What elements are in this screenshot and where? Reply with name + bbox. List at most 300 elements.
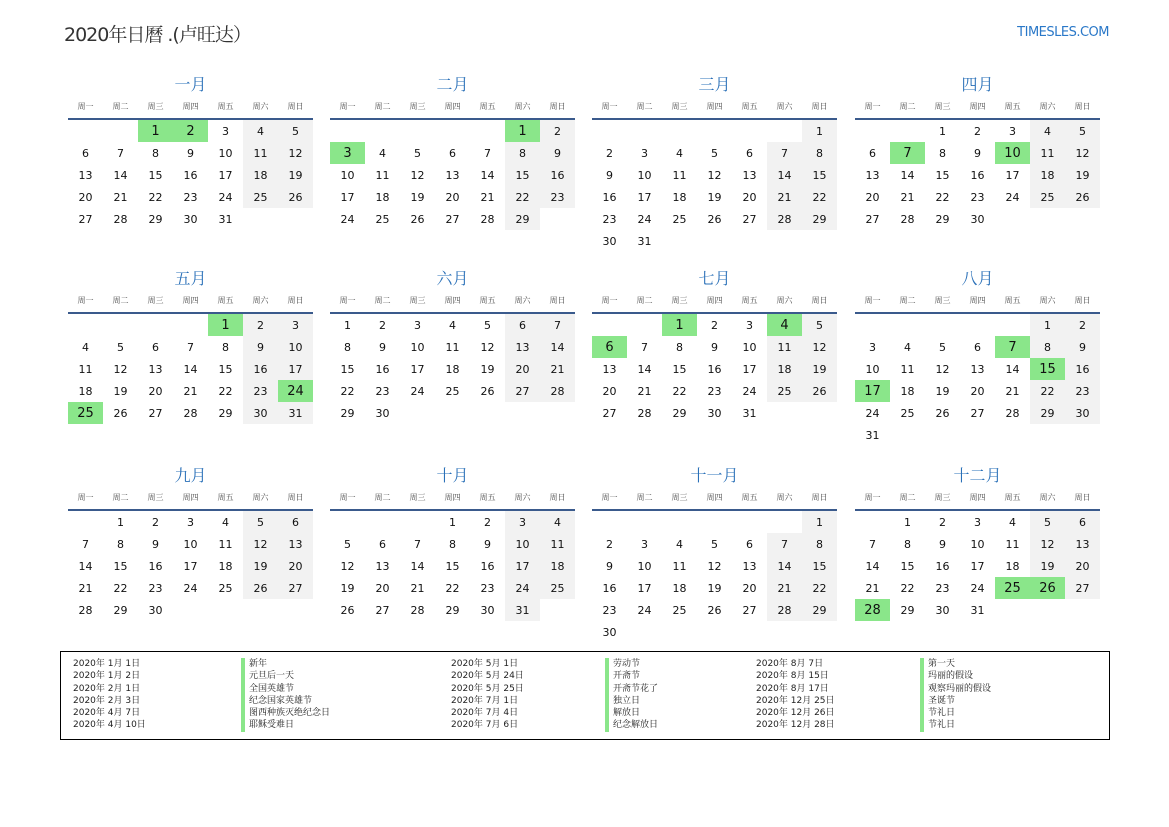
month-name: 十月 <box>436 466 469 485</box>
weekday-label: 周三 <box>671 296 688 305</box>
brand-link[interactable]: TIMESLES.COM <box>1017 25 1109 40</box>
day-cell: 1 <box>939 124 946 138</box>
day-cell: 10 <box>218 146 233 160</box>
day-cell: 7 <box>767 533 802 555</box>
weekday-label: 周三 <box>409 493 426 502</box>
day-cell: 5 <box>344 537 351 551</box>
day-cell: 26 <box>410 212 425 226</box>
holiday-date: 2020年 4月 10日 <box>73 720 146 731</box>
holiday-name: 纪念国家英雄节 <box>249 695 313 706</box>
day-cell: 14 <box>410 559 425 573</box>
empty-cell <box>855 511 890 533</box>
day-cell: 6 <box>505 314 540 336</box>
day-cell: 21 <box>78 581 93 595</box>
day-cell: 28 <box>183 406 198 420</box>
weekday-label: 周二 <box>636 296 653 305</box>
day-cell: 23 <box>1065 380 1100 402</box>
weekday-label: 周一 <box>339 493 356 502</box>
weekday-label: 周四 <box>444 493 461 502</box>
day-cell: 28 <box>900 212 915 226</box>
day-cell: 18 <box>243 164 278 186</box>
weekday-label: 周三 <box>147 102 164 111</box>
day-cell: 21 <box>865 581 880 595</box>
day-cell: 8 <box>152 146 159 160</box>
day-cell: 18 <box>1005 559 1020 573</box>
day-cell: 26 <box>935 406 950 420</box>
day-cell: 15 <box>218 362 233 376</box>
weekday-label: 周三 <box>934 493 951 502</box>
day-cell: 9 <box>939 537 946 551</box>
month-name: 三月 <box>698 75 731 94</box>
day-cell: 25 <box>672 212 687 226</box>
day-cell: 26 <box>707 212 722 226</box>
weekday-header <box>68 101 313 120</box>
month-5 <box>68 268 313 463</box>
empty-cell <box>435 120 470 142</box>
day-cell: 8 <box>1030 336 1065 358</box>
empty-cell <box>732 120 767 142</box>
day-cell: 5 <box>1030 511 1065 533</box>
day-cell: 21 <box>1005 384 1020 398</box>
day-cell: 29 <box>148 212 163 226</box>
day-cell: 16 <box>602 581 617 595</box>
day-cell: 19 <box>935 384 950 398</box>
month-9 <box>68 465 313 660</box>
day-cell: 30 <box>243 402 278 424</box>
holiday-name: 独立日 <box>613 695 641 706</box>
month-name: 六月 <box>436 269 469 288</box>
empty-cell <box>103 120 138 142</box>
weekday-label: 周六 <box>1039 296 1056 305</box>
weekday-label: 周四 <box>182 493 199 502</box>
day-cell: 22 <box>218 384 233 398</box>
day-cell: 31 <box>742 406 757 420</box>
day-cell: 30 <box>970 212 985 226</box>
day-cell: 1 <box>117 515 124 529</box>
day-cell: 31 <box>970 603 985 617</box>
weekday-label: 周五 <box>1004 296 1021 305</box>
empty-cell <box>330 120 365 142</box>
day-cell: 8 <box>904 537 911 551</box>
day-cell: 29 <box>445 603 460 617</box>
day-grid <box>68 314 313 424</box>
day-cell: 2 <box>540 120 575 142</box>
day-cell: 28 <box>78 603 93 617</box>
weekday-header <box>330 492 575 511</box>
holiday-name: 第一天 <box>928 659 956 669</box>
weekday-label: 周五 <box>479 296 496 305</box>
day-cell: 2 <box>152 515 159 529</box>
day-cell: 25 <box>243 186 278 208</box>
weekday-label: 周四 <box>706 493 723 502</box>
day-cell: 13 <box>865 168 880 182</box>
day-cell: 23 <box>148 581 163 595</box>
month-3 <box>592 74 837 269</box>
holiday-day-cell: 26 <box>1030 577 1065 599</box>
day-cell: 17 <box>183 559 198 573</box>
day-cell: 19 <box>1065 164 1100 186</box>
month-11 <box>592 465 837 660</box>
day-cell: 31 <box>505 599 540 621</box>
month-4 <box>855 74 1100 269</box>
empty-cell <box>68 314 103 336</box>
day-cell: 23 <box>540 186 575 208</box>
day-cell: 12 <box>410 168 425 182</box>
weekday-header <box>592 295 837 314</box>
empty-cell <box>697 511 732 533</box>
day-cell: 5 <box>711 537 718 551</box>
holiday-date: 2020年 2月 1日 <box>73 683 141 694</box>
day-cell: 7 <box>641 340 648 354</box>
day-cell: 2 <box>379 318 386 332</box>
day-cell: 4 <box>243 120 278 142</box>
day-cell: 8 <box>802 533 837 555</box>
day-cell: 26 <box>480 384 495 398</box>
day-grid <box>330 314 575 424</box>
month-6 <box>330 268 575 463</box>
empty-cell <box>627 120 662 142</box>
day-cell: 6 <box>746 146 753 160</box>
day-cell: 8 <box>222 340 229 354</box>
weekday-label: 周六 <box>514 102 531 111</box>
day-cell: 13 <box>505 336 540 358</box>
day-cell: 31 <box>278 402 313 424</box>
day-cell: 8 <box>344 340 351 354</box>
holiday-name: 新年 <box>249 659 268 669</box>
weekday-label: 周一 <box>601 102 618 111</box>
day-cell: 15 <box>672 362 687 376</box>
weekday-label: 周六 <box>514 493 531 502</box>
day-cell: 19 <box>1030 555 1065 577</box>
day-cell: 13 <box>278 533 313 555</box>
month-name: 二月 <box>436 75 469 94</box>
day-cell: 15 <box>445 559 460 573</box>
holiday-day-cell: 7 <box>890 142 925 164</box>
weekday-label: 周六 <box>776 296 793 305</box>
weekday-header <box>330 295 575 314</box>
day-cell: 21 <box>900 190 915 204</box>
day-cell: 3 <box>222 124 229 138</box>
day-cell: 23 <box>935 581 950 595</box>
day-cell: 3 <box>1009 124 1016 138</box>
weekday-label: 周六 <box>776 493 793 502</box>
holiday-day-cell: 25 <box>995 577 1030 599</box>
day-cell: 16 <box>243 358 278 380</box>
month-1 <box>68 74 313 269</box>
day-cell: 11 <box>78 362 93 376</box>
day-grid <box>855 120 1100 230</box>
day-grid <box>68 511 313 621</box>
day-cell: 14 <box>637 362 652 376</box>
day-cell: 21 <box>183 384 198 398</box>
weekday-label: 周日 <box>549 102 566 111</box>
day-cell: 18 <box>78 384 93 398</box>
empty-cell <box>855 120 890 142</box>
day-cell: 9 <box>606 559 613 573</box>
day-cell: 24 <box>742 384 757 398</box>
weekday-label: 周五 <box>479 493 496 502</box>
day-cell: 13 <box>375 559 390 573</box>
day-cell: 30 <box>183 212 198 226</box>
holiday-day-cell: 15 <box>1030 358 1065 380</box>
weekday-label: 周五 <box>741 493 758 502</box>
holiday-name: 解放日 <box>613 708 641 719</box>
day-cell: 24 <box>218 190 233 204</box>
day-cell: 26 <box>802 380 837 402</box>
day-cell: 2 <box>974 124 981 138</box>
legend-name-column <box>605 658 658 732</box>
day-cell: 5 <box>243 511 278 533</box>
weekday-label: 周二 <box>899 493 916 502</box>
weekday-label: 周四 <box>969 493 986 502</box>
empty-cell <box>68 511 103 533</box>
holiday-name: 全国英雄节 <box>249 683 295 694</box>
day-cell: 3 <box>505 511 540 533</box>
day-cell: 20 <box>865 190 880 204</box>
day-grid <box>592 120 837 252</box>
day-cell: 23 <box>970 190 985 204</box>
day-cell: 9 <box>711 340 718 354</box>
day-cell: 31 <box>865 428 880 442</box>
day-cell: 30 <box>375 406 390 420</box>
day-cell: 13 <box>78 168 93 182</box>
day-cell: 3 <box>187 515 194 529</box>
day-cell: 29 <box>340 406 355 420</box>
day-cell: 16 <box>375 362 390 376</box>
weekday-label: 周日 <box>1074 102 1091 111</box>
weekday-label: 周三 <box>147 493 164 502</box>
day-cell: 5 <box>414 146 421 160</box>
legend-date-column <box>756 658 835 732</box>
holiday-date: 2020年 4月 7日 <box>73 708 141 719</box>
day-cell: 21 <box>767 186 802 208</box>
day-cell: 11 <box>1030 142 1065 164</box>
day-cell: 4 <box>904 340 911 354</box>
holiday-name: 开斋节 <box>613 671 641 682</box>
empty-cell <box>592 511 627 533</box>
empty-cell <box>960 314 995 336</box>
day-cell: 7 <box>187 340 194 354</box>
day-cell: 19 <box>707 581 722 595</box>
day-cell: 6 <box>449 146 456 160</box>
weekday-label: 周二 <box>112 493 129 502</box>
month-10 <box>330 465 575 660</box>
holiday-date: 2020年 5月 1日 <box>451 659 519 669</box>
day-cell: 11 <box>540 533 575 555</box>
day-cell: 15 <box>935 168 950 182</box>
day-cell: 3 <box>641 146 648 160</box>
day-cell: 30 <box>602 234 617 248</box>
day-cell: 5 <box>939 340 946 354</box>
weekday-label: 周一 <box>77 102 94 111</box>
holiday-date: 2020年 12月 25日 <box>756 695 835 706</box>
weekday-label: 周四 <box>969 102 986 111</box>
day-cell: 3 <box>746 318 753 332</box>
day-cell: 5 <box>117 340 124 354</box>
weekday-label: 周三 <box>409 102 426 111</box>
day-cell: 20 <box>148 384 163 398</box>
day-cell: 13 <box>602 362 617 376</box>
weekday-label: 周一 <box>339 296 356 305</box>
day-cell: 4 <box>82 340 89 354</box>
month-name: 一月 <box>174 75 207 94</box>
day-cell: 26 <box>243 577 278 599</box>
holiday-name: 图西种族灭绝纪念日 <box>249 708 331 719</box>
day-cell: 4 <box>222 515 229 529</box>
months-grid <box>68 74 1111 644</box>
holiday-date: 2020年 8月 7日 <box>756 659 824 669</box>
day-grid <box>855 511 1100 621</box>
day-cell: 23 <box>375 384 390 398</box>
day-cell: 30 <box>935 603 950 617</box>
weekday-label: 周三 <box>934 102 951 111</box>
weekday-label: 周一 <box>864 102 881 111</box>
day-cell: 22 <box>672 384 687 398</box>
holiday-date: 2020年 12月 28日 <box>756 720 835 731</box>
day-cell: 9 <box>379 340 386 354</box>
day-grid <box>68 120 313 230</box>
empty-cell <box>890 314 925 336</box>
day-cell: 26 <box>707 603 722 617</box>
day-cell: 13 <box>742 559 757 573</box>
day-cell: 20 <box>602 384 617 398</box>
day-cell: 13 <box>148 362 163 376</box>
month-name: 五月 <box>174 269 207 288</box>
day-cell: 27 <box>865 212 880 226</box>
day-cell: 26 <box>278 186 313 208</box>
holiday-day-cell: 10 <box>995 142 1030 164</box>
day-cell: 2 <box>243 314 278 336</box>
day-cell: 27 <box>148 406 163 420</box>
empty-cell <box>855 314 890 336</box>
day-cell: 15 <box>340 362 355 376</box>
day-cell: 16 <box>540 164 575 186</box>
empty-cell <box>173 314 208 336</box>
holiday-day-cell: 7 <box>995 336 1030 358</box>
day-cell: 29 <box>113 603 128 617</box>
day-cell: 30 <box>1065 402 1100 424</box>
weekday-label: 周六 <box>1039 102 1056 111</box>
weekday-header <box>855 492 1100 511</box>
day-cell: 13 <box>970 362 985 376</box>
day-cell: 6 <box>746 537 753 551</box>
day-cell: 23 <box>183 190 198 204</box>
day-cell: 12 <box>1065 142 1100 164</box>
weekday-label: 周四 <box>706 102 723 111</box>
weekday-label: 周二 <box>374 493 391 502</box>
day-cell: 23 <box>243 380 278 402</box>
day-cell: 12 <box>1030 533 1065 555</box>
weekday-label: 周五 <box>217 493 234 502</box>
day-cell: 15 <box>802 164 837 186</box>
holiday-day-cell: 4 <box>767 314 802 336</box>
weekday-label: 周日 <box>811 102 828 111</box>
weekday-label: 周二 <box>899 102 916 111</box>
weekday-label: 周日 <box>549 493 566 502</box>
day-cell: 2 <box>939 515 946 529</box>
month-name: 十一月 <box>690 466 739 485</box>
day-cell: 26 <box>113 406 128 420</box>
weekday-header <box>68 295 313 314</box>
day-cell: 24 <box>410 384 425 398</box>
day-cell: 20 <box>742 581 757 595</box>
day-cell: 20 <box>505 358 540 380</box>
day-cell: 1 <box>802 511 837 533</box>
empty-cell <box>138 314 173 336</box>
holiday-day-cell: 1 <box>505 120 540 142</box>
day-grid <box>855 314 1100 446</box>
holiday-name: 开斋节花了 <box>613 683 659 694</box>
day-cell: 24 <box>183 581 198 595</box>
day-cell: 8 <box>505 142 540 164</box>
day-cell: 3 <box>641 537 648 551</box>
day-cell: 19 <box>480 362 495 376</box>
weekday-label: 周三 <box>934 296 951 305</box>
day-cell: 12 <box>707 559 722 573</box>
day-cell: 14 <box>113 168 128 182</box>
day-cell: 8 <box>802 142 837 164</box>
day-cell: 13 <box>445 168 460 182</box>
weekday-label: 周五 <box>479 102 496 111</box>
day-cell: 22 <box>113 581 128 595</box>
weekday-label: 周五 <box>217 102 234 111</box>
holiday-day-cell: 2 <box>173 120 208 142</box>
day-cell: 19 <box>410 190 425 204</box>
day-cell: 10 <box>183 537 198 551</box>
day-cell: 1 <box>802 120 837 142</box>
page-title: 2020年日曆 .(卢旺达） <box>64 24 251 46</box>
month-name: 八月 <box>961 269 994 288</box>
weekday-label: 周三 <box>671 493 688 502</box>
day-cell: 16 <box>480 559 495 573</box>
day-cell: 18 <box>1030 164 1065 186</box>
day-cell: 3 <box>869 340 876 354</box>
day-cell: 27 <box>505 380 540 402</box>
day-cell: 17 <box>970 559 985 573</box>
holiday-name: 元旦后一天 <box>249 671 295 682</box>
day-cell: 8 <box>676 340 683 354</box>
day-cell: 21 <box>540 358 575 380</box>
weekday-label: 周日 <box>811 296 828 305</box>
empty-cell <box>470 120 505 142</box>
empty-cell <box>365 511 400 533</box>
day-cell: 4 <box>1030 120 1065 142</box>
month-name: 九月 <box>174 466 207 485</box>
day-cell: 12 <box>113 362 128 376</box>
day-grid <box>592 314 837 424</box>
day-cell: 20 <box>742 190 757 204</box>
weekday-label: 周六 <box>252 493 269 502</box>
holiday-day-cell: 6 <box>592 336 627 358</box>
holiday-day-cell: 1 <box>208 314 243 336</box>
day-cell: 9 <box>974 146 981 160</box>
month-name: 四月 <box>961 75 994 94</box>
day-cell: 11 <box>900 362 915 376</box>
holiday-date: 2020年 12月 26日 <box>756 708 835 719</box>
weekday-header <box>68 492 313 511</box>
day-cell: 15 <box>113 559 128 573</box>
day-cell: 1 <box>449 515 456 529</box>
day-cell: 10 <box>637 168 652 182</box>
day-cell: 25 <box>1030 186 1065 208</box>
day-cell: 27 <box>742 603 757 617</box>
day-cell: 19 <box>278 164 313 186</box>
day-cell: 24 <box>1005 190 1020 204</box>
day-cell: 20 <box>1065 555 1100 577</box>
day-cell: 9 <box>1065 336 1100 358</box>
weekday-label: 周五 <box>741 102 758 111</box>
day-cell: 3 <box>974 515 981 529</box>
